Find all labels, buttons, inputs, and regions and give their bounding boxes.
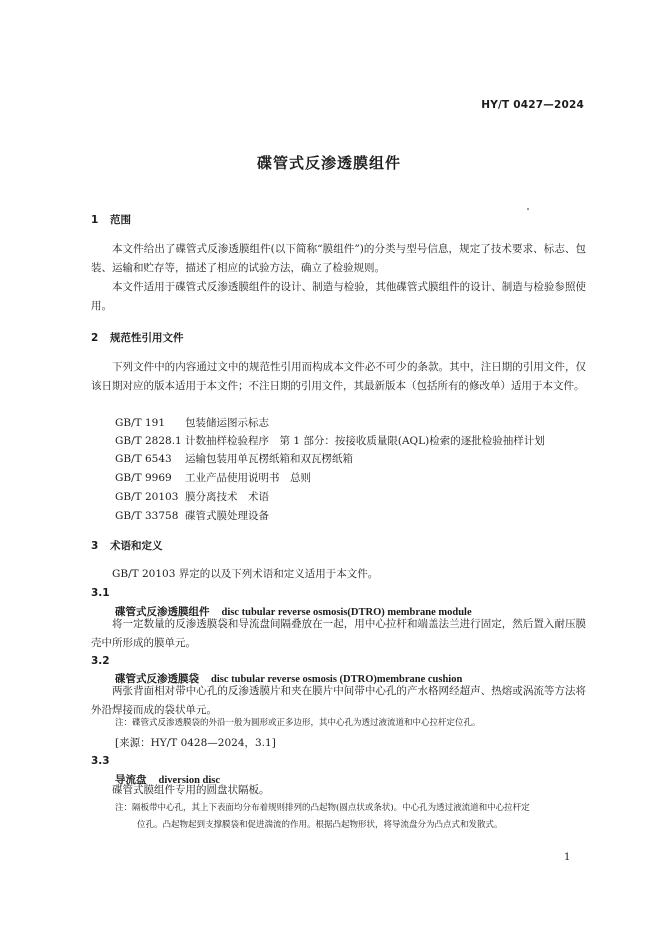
reference-item xyxy=(115,508,269,523)
reference-code: GB/T 2828.1 xyxy=(115,435,182,447)
reference-title: 碟管式膜处理设备 xyxy=(185,510,269,522)
clause-number: 3.3 xyxy=(91,755,110,767)
section-title: 术语和定义 xyxy=(110,540,163,552)
document-title: 碟管式反渗透膜组件 xyxy=(256,154,401,172)
clause-number: 3.2 xyxy=(91,655,110,667)
section-1-heading xyxy=(91,212,131,227)
reference-title: 膜分离技术 术语 xyxy=(185,491,269,503)
note-3-3 xyxy=(115,800,585,834)
reference-item xyxy=(115,433,545,448)
reference-title: 运输包装用单瓦楞纸箱和双瓦楞纸箱 xyxy=(185,453,353,465)
term-english: disc tubular reverse osmosis (DTRO)membrane cushion xyxy=(211,674,463,685)
definition-3-3: 碟管式膜组件专用的圆盘状隔板。 xyxy=(112,784,270,796)
reference-code: GB/T 191 xyxy=(115,417,166,429)
clause-number: 3.1 xyxy=(91,587,110,599)
source-citation: [来源：HY/T 0428—2024，3.1] xyxy=(115,737,276,749)
note-3-2: 注：碟管式反渗透膜袋的外沿一般为圆形或正多边形，其中心孔为透过液流道和中心拉杆定位孔。 xyxy=(115,718,481,728)
reference-item xyxy=(115,489,269,504)
section-number: 3 xyxy=(91,540,99,552)
scope-paragraph-1: 本文件给出了碟管式反渗透膜组件(以下简称“膜组件”)的分类与型号信息，规定了技术要求、标志、包装、运输和贮存等，描述了相应的试验方法，确立了检验规则。 xyxy=(91,243,586,274)
note-line-1: 注：隔板带中心孔，其上下表面均分布着规则排列的凸起物(圆点状或条状)。中心孔为透过液流道和中心拉杆定 xyxy=(115,803,530,813)
section-number: 1 xyxy=(91,214,99,226)
reference-code: GB/T 20103 xyxy=(115,491,179,503)
page-number: 1 xyxy=(564,852,571,863)
term-english: disc tubular reverse osmosis(DTRO) membrane module xyxy=(221,607,472,618)
reference-title: 包装储运图示标志 xyxy=(185,417,269,429)
scope-paragraph-2: 本文件适用于碟管式反渗透膜组件的设计、制造与检验，其他碟管式膜组件的设计、制造与检验参照使用。 xyxy=(91,281,586,312)
reference-title: 工业产品使用说明书 总则 xyxy=(185,472,311,484)
section-title: 范围 xyxy=(110,214,131,226)
reference-item xyxy=(115,415,269,430)
reference-title: 计数抽样检验程序 第 1 部分：按接收质量限(AQL)检索的逐批检验抽样计划 xyxy=(185,435,545,447)
section-3-heading xyxy=(91,538,163,553)
term-chinese: 碟管式反渗透膜袋 xyxy=(115,673,199,685)
term-chinese: 碟管式反渗透膜组件 xyxy=(115,606,210,618)
section-2-heading xyxy=(91,330,184,345)
note-line-2: 位孔。凸起物起到支撑膜袋和促进湍流的作用。根据凸起物形状，将导流盘分为凸点式和发散式。 xyxy=(137,820,503,830)
references-intro: 下列文件中的内容通过文中的规范性引用而构成本文件必不可少的条款。其中，注日期的引用文件，仅该日期对应的版本适用于本文件；不注日期的引用文件，其最新版本（包括所有的修改单）适用于本文件。 xyxy=(91,361,586,392)
reference-code: GB/T 33758 xyxy=(115,510,179,522)
speck xyxy=(527,208,529,210)
term-english: diversion disc xyxy=(158,775,221,786)
term-chinese: 导流盘 xyxy=(115,774,147,786)
reference-item xyxy=(115,470,311,485)
reference-code: GB/T 9969 xyxy=(115,472,172,484)
definition-3-1: 将一定数量的反渗透膜袋和导流盘间隔叠放在一起，用中心拉杆和端盖法兰进行固定，然后置入耐压膜壳中所形成的膜单元。 xyxy=(91,618,586,649)
reference-item xyxy=(115,451,353,466)
terms-intro: GB/T 20103 界定的以及下列术语和定义适用于本文件。 xyxy=(112,568,379,580)
definition-3-2: 两张背面相对带中心孔的反渗透膜片和夹在膜片中间带中心孔的产水格网经超声、热熔或涡流等方法将外沿焊接而成的袋状单元。 xyxy=(91,685,586,716)
standard-number: HY/T 0427—2024 xyxy=(481,99,584,111)
section-number: 2 xyxy=(91,332,99,344)
section-title: 规范性引用文件 xyxy=(110,332,184,344)
reference-code: GB/T 6543 xyxy=(115,453,172,465)
